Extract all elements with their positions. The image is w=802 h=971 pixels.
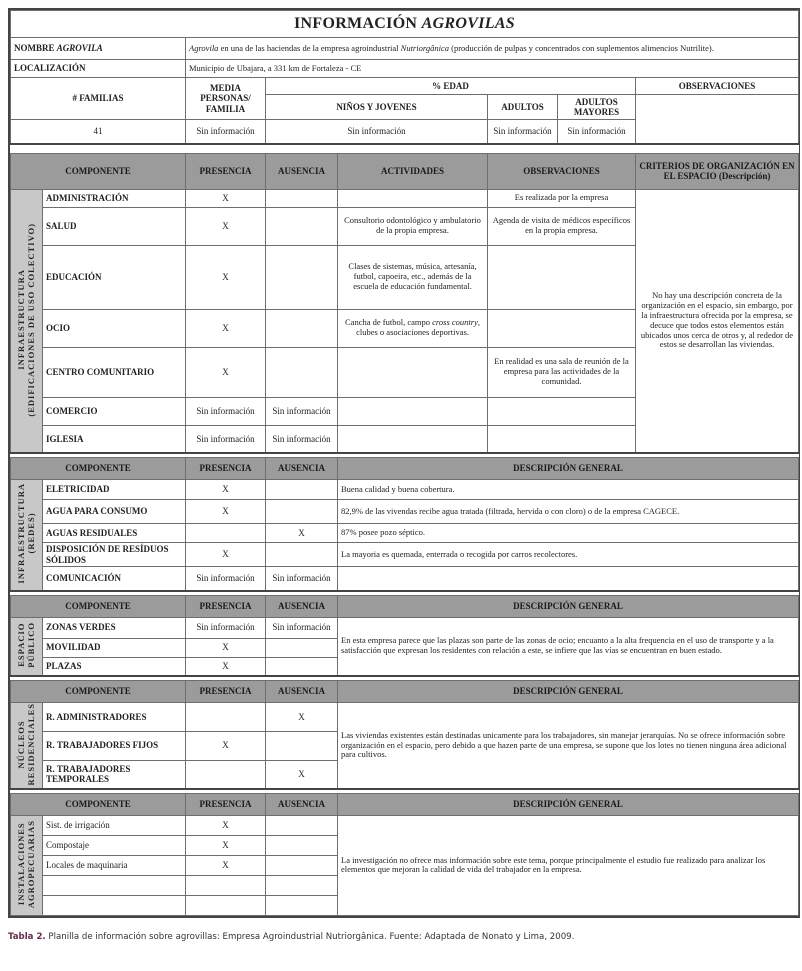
s4-descripcion: Las viviendas existentes están destinadas unicamente para los trabajadores, sin manejar jerarquías. No se ofrece información sobre organización en el espacio, pero debido a que hazen parte de una empresa, se supone que los lotes no tienen ninguna área adicional para cultivos. — [338, 703, 799, 789]
s1-presencia: Sin información — [186, 425, 266, 453]
s2-descripcion: La mayoria es quemada, enterrada o recogida por carros recolectores. — [338, 543, 799, 567]
s1-ausencia-header: AUSENCIA — [266, 153, 338, 189]
s2-group-label-text: INFRAESTRUCTURA — [15, 483, 26, 584]
s3-ausencia — [266, 638, 338, 657]
table-title-text: INFORMACIÓN — [294, 14, 418, 32]
agrovilas-info-table-wrapper — [8, 8, 800, 918]
s1-ausencia — [266, 189, 338, 207]
s1-criterios-header: CRITERIOS DE ORGANIZACIÓN EN EL ESPACIO (Descripción) — [636, 153, 799, 189]
s1-presencia-header: PRESENCIA — [186, 153, 266, 189]
s5-presencia — [186, 895, 266, 915]
s1-observaciones — [488, 309, 636, 347]
s4-descripcion-header: DESCRIPCIÓN GENERAL — [338, 681, 799, 703]
s2-presencia: X — [186, 480, 266, 500]
s1-ausencia — [266, 347, 338, 397]
s1-actividades — [338, 397, 488, 425]
s3-presencia: X — [186, 657, 266, 676]
familias-value: 41 — [11, 120, 186, 144]
s3-presencia-header: PRESENCIA — [186, 595, 266, 617]
s2-ausencia — [266, 543, 338, 567]
s5-presencia-header: PRESENCIA — [186, 793, 266, 815]
s1-actividades — [338, 347, 488, 397]
ninos-value: Sin información — [266, 120, 488, 144]
s3-descripcion: En esta empresa parece que las plazas son parte de las zonas de ocio; encuanto a la alta frequencia en el uso de transporte y a la satisfacción que expresan los residentes con relación a este, se infiere que las vías se encuentran en buen estado. — [338, 617, 799, 676]
section-separator — [11, 144, 799, 154]
s4-ausencia — [266, 731, 338, 760]
agrovilas-info-table — [10, 10, 799, 916]
s5-descripcion-header: DESCRIPCIÓN GENERAL — [338, 793, 799, 815]
nombre-value — [186, 38, 799, 60]
s2-descripcion: Buena calidad y buena cobertura. — [338, 480, 799, 500]
table-title — [11, 11, 799, 38]
s1-group-label-text: INFRAESTRUCTURA — [15, 269, 26, 370]
s1-presencia: X — [186, 245, 266, 309]
nombre-value-text-1: en una de las haciendas de la empresa agroindustrial — [218, 42, 401, 53]
s2-componente: COMUNICACIÓN — [43, 567, 186, 591]
s1-componente: EDUCACIÓN — [43, 245, 186, 309]
adultos-value: Sin información — [488, 120, 558, 144]
s1-componente: IGLESIA — [43, 425, 186, 453]
s1-actividades-text-1: Cancha de futbol, campo — [345, 317, 433, 328]
s5-presencia: X — [186, 855, 266, 875]
s4-presencia — [186, 760, 266, 789]
s3-componente: MOVILIDAD — [43, 638, 186, 657]
mayores-value: Sin información — [558, 120, 636, 144]
s1-group-label — [11, 189, 43, 453]
s4-presencia: X — [186, 731, 266, 760]
s2-componente: DISPOSICIÓN DE RESÍDUOS SÓLIDOS — [43, 543, 186, 567]
s1-ausencia — [266, 309, 338, 347]
caption-label: Tabla 2. — [8, 932, 46, 942]
s1-actividades: Clases de sistemas, música, artesanía, futbol, capoeira, etc., además de la escuela de educación fundamental. — [338, 245, 488, 309]
s4-ausencia: X — [266, 760, 338, 789]
s2-ausencia: Sin información — [266, 567, 338, 591]
s1-presencia: X — [186, 207, 266, 245]
nombre-label-italic: AGROVILA — [56, 43, 103, 54]
observaciones-value — [636, 95, 799, 144]
s1-ausencia — [266, 207, 338, 245]
s1-observaciones — [488, 245, 636, 309]
s2-presencia: X — [186, 543, 266, 567]
s2-presencia — [186, 524, 266, 543]
s1-actividades — [338, 425, 488, 453]
s4-group-label-text: NÚCLEOS — [15, 720, 26, 769]
table-row — [11, 524, 799, 543]
s2-componente: AGUA PARA CONSUMO — [43, 500, 186, 524]
s4-componente: R. TRABAJADORES TEMPORALES — [43, 760, 186, 789]
s5-ausencia-header: AUSENCIA — [266, 793, 338, 815]
s5-componente — [43, 895, 186, 915]
s1-componente: SALUD — [43, 207, 186, 245]
s1-actividades — [338, 309, 488, 347]
s5-componente: Locales de maquinaria — [43, 855, 186, 875]
s2-descripcion: 87% posee pozo séptico. — [338, 524, 799, 543]
s3-descripcion-header: DESCRIPCIÓN GENERAL — [338, 595, 799, 617]
s1-observaciones — [488, 425, 636, 453]
s1-presencia: X — [186, 347, 266, 397]
s4-ausencia: X — [266, 703, 338, 732]
caption-text: Planilla de información sobre agrovillas: Empresa Agroindustrial Nutriorgânica. Fuente: Adaptada de Nonato y Lima, 2009. — [45, 932, 575, 942]
s1-observaciones: Es realizada por la empresa — [488, 189, 636, 207]
s1-presencia: Sin información — [186, 397, 266, 425]
s1-criterios-text: No hay una descripción concreta de la organización en el espacio, sin embargo, por la infraestructura ofrecida por la empresa, se decuce que todos estos elementos están ubicados unos cerca de otros y, al rededor de estos se desarrollan las viviendas. — [636, 189, 799, 453]
s3-group-sublabel-text: PÚBLICO — [25, 622, 36, 668]
s2-descripcion-header: DESCRIPCIÓN GENERAL — [338, 458, 799, 480]
s2-componente: ELETRICIDAD — [43, 480, 186, 500]
s2-presencia: Sin información — [186, 567, 266, 591]
s2-presencia-header: PRESENCIA — [186, 458, 266, 480]
media-header: MEDIA PERSONAS/ FAMILIA — [186, 78, 266, 120]
s1-observaciones: En realidad es una sala de reunión de la empresa para las actividades de la comunidad. — [488, 347, 636, 397]
s1-ausencia — [266, 245, 338, 309]
s5-componente: Compostaje — [43, 835, 186, 855]
s1-actividades-italic: cross country — [432, 317, 478, 328]
s5-componente-header: COMPONENTE — [11, 793, 186, 815]
s1-observaciones-header: OBSERVACIONES — [488, 153, 636, 189]
s5-ausencia — [266, 835, 338, 855]
nombre-value-italic-2: Nutriorgânica — [400, 42, 449, 53]
s5-group-label-text: INSTALACIONES — [15, 822, 26, 906]
table-row — [11, 567, 799, 591]
s4-group-sublabel-text: RESIDENCIALES — [25, 703, 36, 786]
adultos-header: ADULTOS — [488, 95, 558, 120]
s1-componente: OCIO — [43, 309, 186, 347]
s5-componente — [43, 875, 186, 895]
table-title-italic: AGROVILAS — [421, 14, 516, 32]
s1-componente: CENTRO COMUNITARIO — [43, 347, 186, 397]
s1-ausencia: Sin información — [266, 425, 338, 453]
s5-ausencia — [266, 855, 338, 875]
s1-actividades: Consultorio odontológico y ambulatorio de la propia empresa. — [338, 207, 488, 245]
s2-ausencia-header: AUSENCIA — [266, 458, 338, 480]
s1-componente: COMERCIO — [43, 397, 186, 425]
s1-componente: ADMINISTRACIÓN — [43, 189, 186, 207]
s5-descripcion: La investigación no ofrece mas información sobre este tema, porque principalmente el estudio fue realizado para analizar los elementos que mejoran la calidad de vida del trabajador en la empresa. — [338, 815, 799, 915]
s5-ausencia — [266, 895, 338, 915]
table-row — [11, 480, 799, 500]
s4-componente: R. TRABAJADORES FIJOS — [43, 731, 186, 760]
s3-group-label-text: ESPACIO — [15, 623, 26, 668]
s1-observaciones — [488, 397, 636, 425]
familias-header: # FAMILIAS — [11, 78, 186, 120]
s4-presencia-header: PRESENCIA — [186, 681, 266, 703]
s1-actividades-text-2: , clubes o asociaciones deportivas. — [356, 317, 480, 337]
s3-ausencia-header: AUSENCIA — [266, 595, 338, 617]
s2-descripcion — [338, 567, 799, 591]
s4-group-label — [11, 703, 43, 789]
s2-componente: AGUAS RESIDUALES — [43, 524, 186, 543]
s5-presencia: X — [186, 815, 266, 835]
nombre-value-text-2: (producción de pulpas y concentrados con suplementos alimencios Nutrilite). — [448, 42, 714, 53]
s5-group-sublabel-text: AGROPECUARIAS — [25, 820, 36, 909]
edad-header: % EDAD — [266, 78, 636, 95]
s5-ausencia — [266, 815, 338, 835]
s1-presencia: X — [186, 189, 266, 207]
s5-group-label — [11, 815, 43, 915]
s3-group-label — [11, 617, 43, 676]
s4-presencia — [186, 703, 266, 732]
mayores-header: ADULTOS MAYORES — [558, 95, 636, 120]
localizacion-value: Municipio de Ubajara, a 331 km de Fortaleza - CE — [186, 60, 799, 78]
s3-componente: PLAZAS — [43, 657, 186, 676]
s1-componente-header: COMPONENTE — [11, 153, 186, 189]
table-row — [11, 617, 799, 638]
s2-ausencia — [266, 500, 338, 524]
s2-ausencia — [266, 480, 338, 500]
ninos-header: NIÑOS Y JOVENES — [266, 95, 488, 120]
s1-group-sublabel-text: (EDIFICACIONES DE USO COLECTIVO) — [25, 222, 36, 417]
s5-presencia: X — [186, 835, 266, 855]
localizacion-label: LOCALIZACIÓN — [11, 60, 186, 78]
s3-componente-header: COMPONENTE — [11, 595, 186, 617]
table-row — [11, 500, 799, 524]
s4-componente: R. ADMINISTRADORES — [43, 703, 186, 732]
s4-ausencia-header: AUSENCIA — [266, 681, 338, 703]
nombre-value-italic-1: Agrovila — [189, 42, 219, 53]
nombre-label-text: NOMBRE — [14, 43, 55, 54]
s5-ausencia — [266, 875, 338, 895]
s5-componente: Sist. de irrigación — [43, 815, 186, 835]
s1-actividades-header: ACTIVIDADES — [338, 153, 488, 189]
s3-componente: ZONAS VERDES — [43, 617, 186, 638]
s3-ausencia — [266, 657, 338, 676]
s4-componente-header: COMPONENTE — [11, 681, 186, 703]
s1-observaciones: Agenda de visita de médicos específicos en la propia empresa. — [488, 207, 636, 245]
s3-ausencia: Sin información — [266, 617, 338, 638]
nombre-label — [11, 38, 186, 60]
table-row — [11, 815, 799, 835]
table-row — [11, 703, 799, 732]
s3-presencia: X — [186, 638, 266, 657]
s2-descripcion: 82,9% de las vivendas recibe agua tratada (filtrada, hervida o con cloro) o de la empresa CAGECE. — [338, 500, 799, 524]
s2-group-sublabel-text: (REDES) — [25, 513, 36, 555]
s2-componente-header: COMPONENTE — [11, 458, 186, 480]
s2-ausencia: X — [266, 524, 338, 543]
s2-group-label — [11, 480, 43, 591]
table-row — [11, 543, 799, 567]
media-value: Sin información — [186, 120, 266, 144]
s1-presencia: X — [186, 309, 266, 347]
s5-presencia — [186, 875, 266, 895]
s3-presencia: Sin información — [186, 617, 266, 638]
s1-ausencia: Sin información — [266, 397, 338, 425]
s2-presencia: X — [186, 500, 266, 524]
table-caption — [8, 932, 574, 942]
observaciones-header: OBSERVACIONES — [636, 78, 799, 95]
table-row — [11, 189, 799, 207]
s1-actividades — [338, 189, 488, 207]
